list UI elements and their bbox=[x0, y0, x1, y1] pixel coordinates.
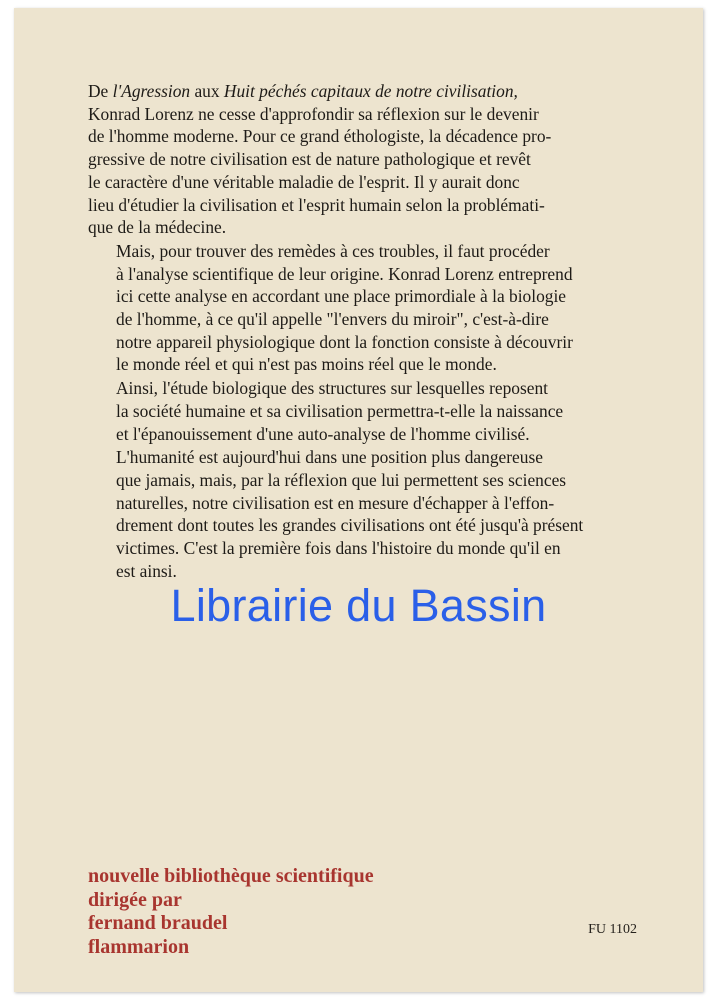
text-line: Ainsi, l'étude biologique des structures sur lesquelles reposent bbox=[116, 378, 549, 399]
paragraph bbox=[88, 240, 646, 376]
text-line: de l'homme moderne. Pour ce grand éthologiste, la décadence pro- bbox=[88, 126, 552, 147]
text-line: De l'Agression aux Huit péchés capitaux de notre civilisation, bbox=[88, 81, 518, 101]
text-line: lieu d'étudier la civilisation et l'esprit humain selon la problémati- bbox=[88, 194, 545, 215]
text-line: que de la médecine. bbox=[88, 217, 227, 238]
catalog-code: FU 1102 bbox=[588, 922, 637, 937]
text-line: de l'homme, à ce qu'il appelle "l'envers du miroir", c'est-à-dire bbox=[116, 309, 549, 330]
text-line: naturelles, notre civilisation est en mesure d'échapper à l'effon- bbox=[116, 492, 555, 513]
text-line: victimes. C'est la première fois dans l'histoire du monde qu'il en bbox=[116, 538, 561, 559]
text-line: ici cette analyse en accordant une place primordiale à la biologie bbox=[116, 286, 567, 307]
paragraph bbox=[88, 446, 646, 582]
watermark-text: Librairie du Bassin bbox=[170, 580, 547, 631]
collection-editor: fernand braudel bbox=[88, 912, 228, 934]
collection-editor-label: dirigée par bbox=[88, 888, 182, 911]
paragraph bbox=[88, 377, 646, 445]
text-line: le caractère d'une véritable maladie de l'esprit. Il y aurait donc bbox=[88, 171, 520, 192]
text-line: gressive de notre civilisation est de nature pathologique et revêt bbox=[88, 149, 531, 170]
text-line: Mais, pour trouver des remèdes à ces troubles, il faut procéder bbox=[116, 240, 550, 261]
text-line: Konrad Lorenz ne cesse d'approfondir sa réflexion sur le devenir bbox=[88, 103, 539, 124]
blurb-text bbox=[88, 80, 646, 583]
collection-imprint bbox=[88, 865, 374, 959]
collection-name: nouvelle bibliothèque scientifique bbox=[88, 865, 374, 887]
text-line: notre appareil physiologique dont la fonction consiste à découvrir bbox=[116, 331, 573, 352]
text-line: la société humaine et sa civilisation permettra-t-elle la naissance bbox=[116, 400, 564, 421]
publisher-name: flammarion bbox=[88, 935, 190, 958]
paragraph bbox=[88, 80, 646, 239]
text-line: L'humanité est aujourd'hui dans une position plus dangereuse bbox=[116, 447, 543, 468]
text-line: le monde réel et qui n'est pas moins réel que le monde. bbox=[116, 354, 497, 375]
text-line: drement dont toutes les grandes civilisations ont été jusqu'à présent bbox=[116, 515, 584, 536]
text-line: et l'épanouissement d'une auto-analyse de l'homme civilisé. bbox=[116, 423, 530, 444]
text-line: que jamais, mais, par la réflexion que lui permettent ses sciences bbox=[116, 469, 567, 490]
text-line: à l'analyse scientifique de leur origine. Konrad Lorenz entreprend bbox=[116, 263, 573, 284]
text-line: est ainsi. bbox=[116, 560, 177, 581]
